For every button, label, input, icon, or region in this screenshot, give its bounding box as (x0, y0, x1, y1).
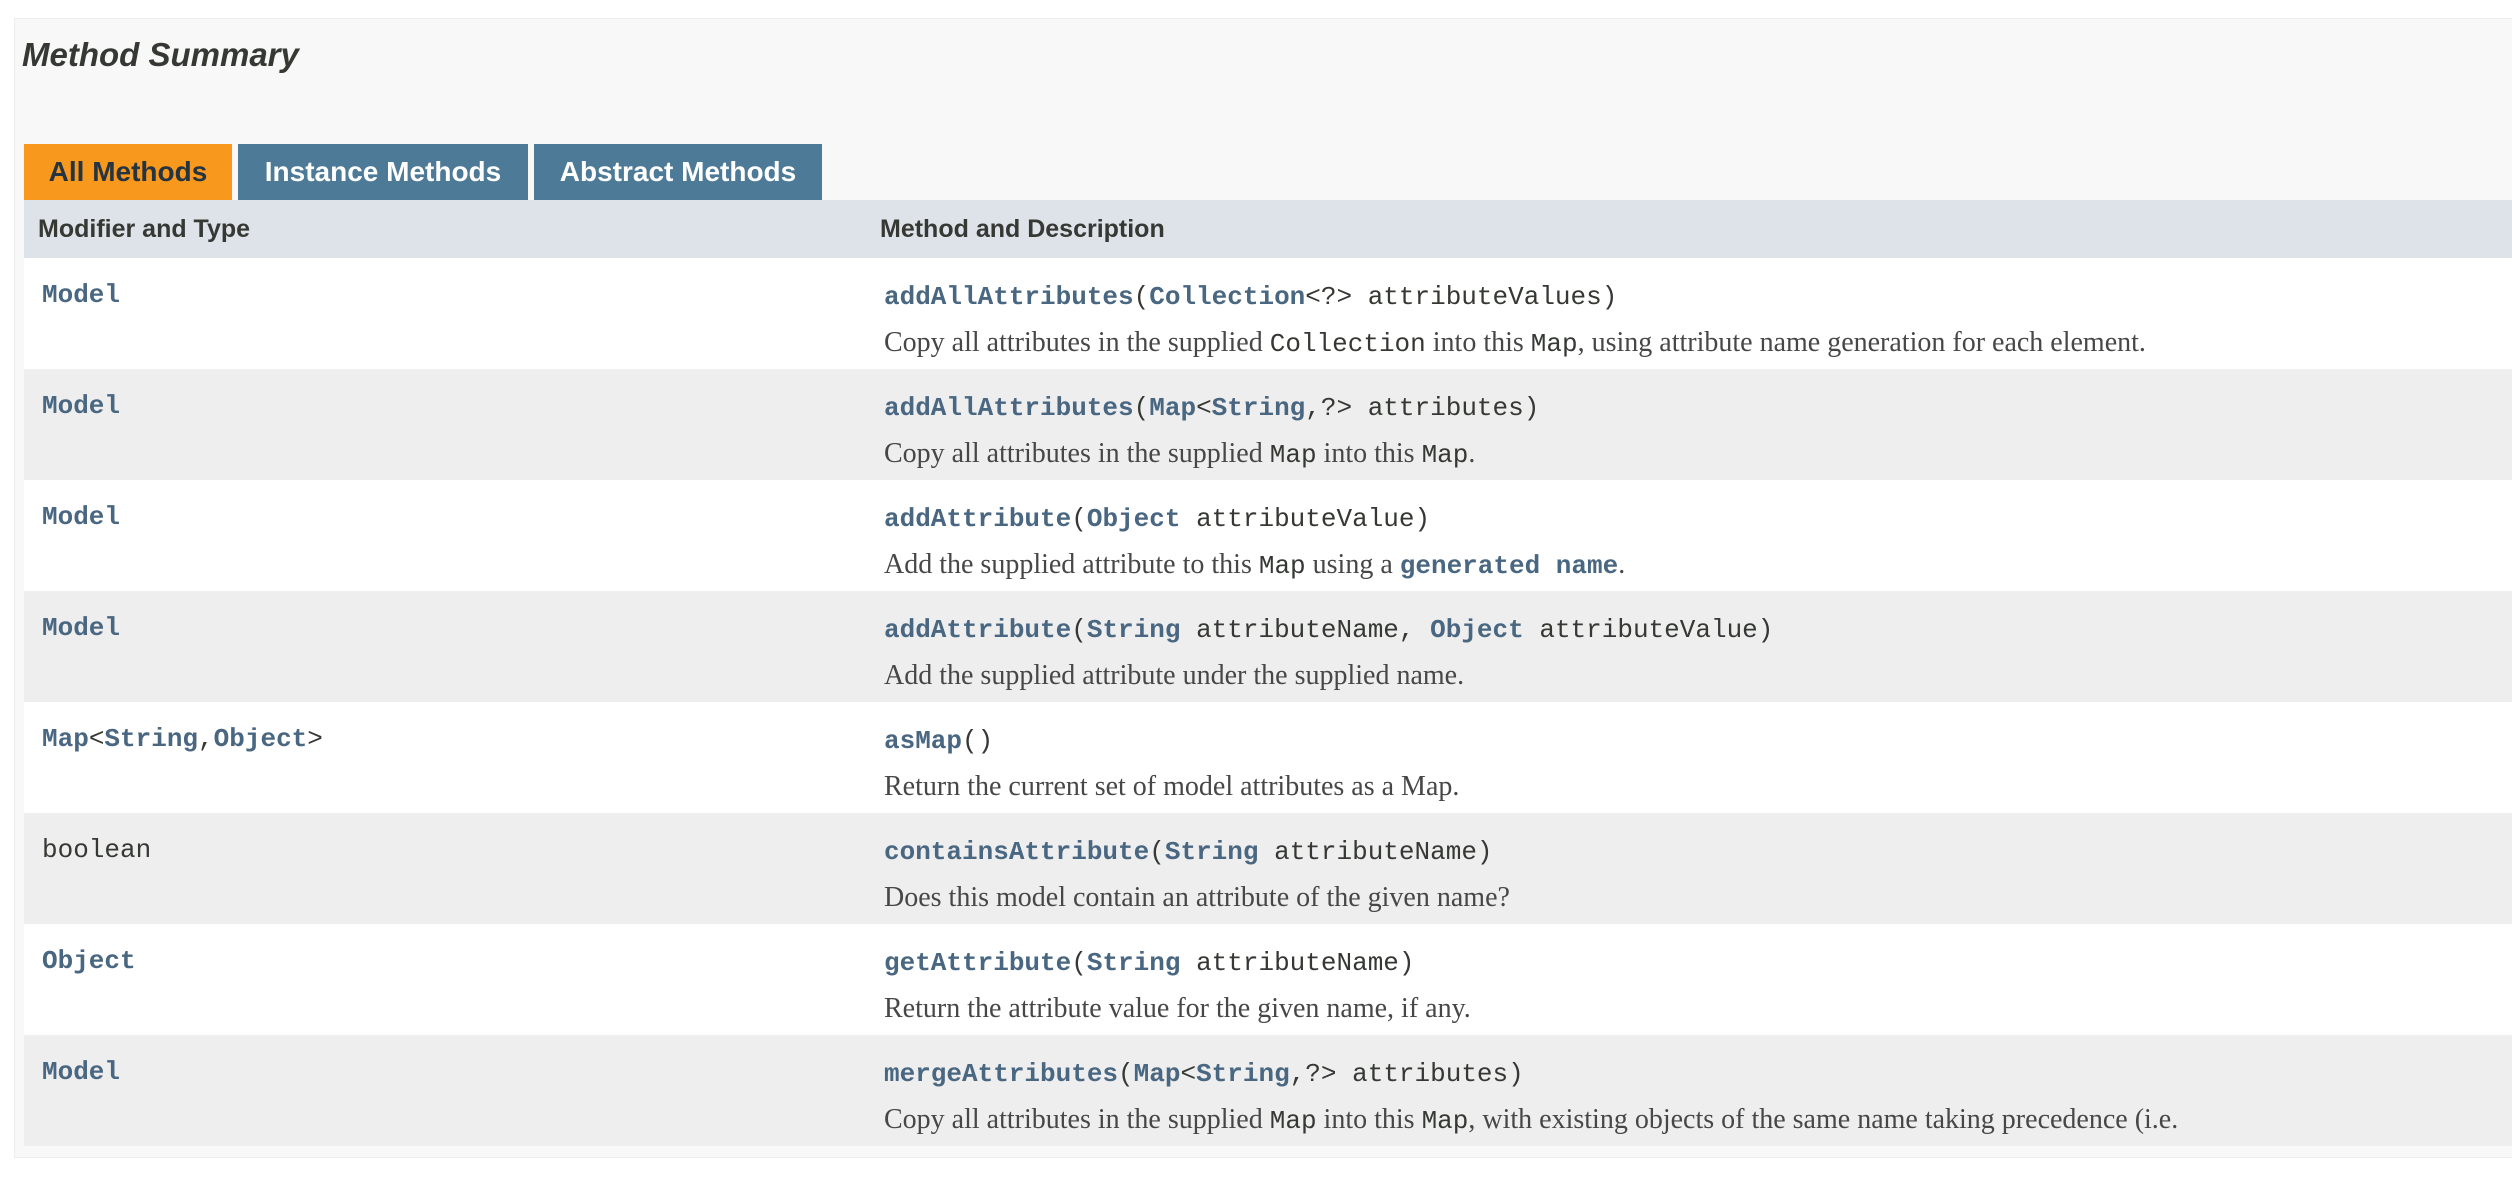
return-type-cell (24, 369, 874, 480)
tab-instance-methods[interactable]: Instance Methods (238, 144, 528, 200)
table-row (24, 702, 2512, 813)
param-type-link[interactable]: Object (1430, 615, 1524, 645)
signature-punctuation: ) (1757, 615, 1774, 645)
method-name-link[interactable]: addAttribute (884, 615, 1072, 645)
param-text: attributeValue (1523, 615, 1758, 645)
signature-punctuation: ( (1149, 837, 1165, 867)
method-name-link[interactable]: mergeAttributes (884, 1059, 1119, 1089)
return-type-link[interactable]: Model (42, 1057, 121, 1087)
description-text: into this (1425, 327, 1531, 358)
return-type-link[interactable]: Model (42, 280, 121, 310)
signature-punctuation: ) (1523, 393, 1540, 423)
return-type-cell (24, 591, 874, 702)
return-type-cell (24, 813, 874, 924)
type-punctuation: < (88, 724, 105, 754)
column-header-method-description: Method and Description (874, 200, 2512, 258)
param-type-link[interactable]: Map (1133, 1059, 1181, 1089)
method-description (884, 548, 2512, 583)
method-signature (884, 946, 2512, 980)
table-header-row (24, 200, 2512, 258)
description-text: using a (1305, 549, 1400, 580)
method-description (884, 326, 2512, 361)
method-signature (884, 391, 2512, 425)
return-type-cell (24, 1035, 874, 1146)
method-signature (884, 1057, 2512, 1091)
method-cell (874, 1035, 2512, 1146)
return-type-cell (24, 924, 874, 1035)
description-text: Return the current set of model attributes as a Map. (884, 771, 1460, 802)
method-description (884, 1103, 2512, 1138)
description-text: into this (1316, 1104, 1422, 1135)
table-row (24, 258, 2512, 369)
generic-type-link[interactable]: Object (213, 724, 308, 754)
return-type-cell (24, 258, 874, 369)
method-signature (884, 835, 2512, 869)
description-text: , with existing objects of the same name taking precedence (i.e. (1468, 1104, 2179, 1135)
param-text: attributeName (1258, 837, 1477, 867)
generic-type-link[interactable]: String (1211, 393, 1306, 423)
method-cell (874, 480, 2512, 591)
method-description (884, 770, 2512, 804)
method-filter-tabs (24, 144, 828, 200)
param-text: attributeName (1180, 948, 1399, 978)
param-type-link[interactable]: String (1086, 948, 1181, 978)
return-type-link[interactable]: Model (42, 613, 121, 643)
param-text: ,?> attributes (1305, 393, 1524, 423)
description-text: Return the attribute value for the given name, if any. (884, 993, 1471, 1024)
type-punctuation: , (198, 724, 214, 754)
table-row (24, 813, 2512, 924)
generic-type-link[interactable]: String (104, 724, 199, 754)
signature-punctuation: ) (1398, 948, 1415, 978)
table-row (24, 924, 2512, 1035)
param-text: <?> attributeValues (1305, 282, 1602, 312)
signature-punctuation: ( (1133, 282, 1150, 312)
description-text: Copy all attributes in the supplied (884, 1104, 1270, 1135)
method-description (884, 437, 2512, 472)
method-summary-table (24, 200, 2512, 1146)
description-text: Copy all attributes in the supplied (884, 327, 1270, 358)
param-text: attributeName, (1180, 615, 1431, 645)
method-cell (874, 591, 2512, 702)
generated-name-link[interactable]: generated name (1399, 551, 1619, 581)
return-type-link[interactable]: Model (42, 391, 121, 421)
method-cell (874, 258, 2512, 369)
signature-punctuation: ( (1133, 393, 1150, 423)
table-row (24, 1035, 2512, 1146)
type-punctuation: > (307, 724, 323, 754)
table-row (24, 591, 2512, 702)
param-type-link[interactable]: Collection (1149, 282, 1306, 312)
tab-abstract-methods[interactable]: Abstract Methods (534, 144, 822, 200)
method-cell (874, 702, 2512, 813)
description-code: Map (1258, 551, 1306, 581)
method-signature (884, 613, 2512, 647)
return-type-cell (24, 480, 874, 591)
method-signature (884, 280, 2512, 314)
description-code: Map (1421, 440, 1469, 470)
method-cell (874, 813, 2512, 924)
description-text: into this (1316, 438, 1422, 469)
signature-punctuation: ) (1476, 837, 1493, 867)
signature-punctuation: ( (1071, 504, 1087, 534)
method-cell (874, 924, 2512, 1035)
return-type-primitive: boolean (42, 835, 152, 865)
method-signature (884, 502, 2512, 536)
description-text: Add the supplied attribute to this (884, 549, 1259, 580)
param-type-link[interactable]: String (1164, 837, 1259, 867)
table-row (24, 480, 2512, 591)
tab-all-methods[interactable]: All Methods (24, 144, 232, 200)
table-row (24, 369, 2512, 480)
return-type-link[interactable]: Map (42, 724, 89, 754)
signature-punctuation: ( (1071, 615, 1087, 645)
return-type-cell (24, 702, 874, 813)
method-name-link[interactable]: addAttribute (884, 504, 1072, 534)
param-text: attributeValue (1180, 504, 1415, 534)
param-text: ,?> attributes (1289, 1059, 1509, 1089)
signature-punctuation: ) (1601, 282, 1618, 312)
param-type-link[interactable]: String (1086, 615, 1181, 645)
return-type-link[interactable]: Object (42, 946, 136, 976)
method-name-link[interactable]: addAllAttributes (884, 393, 1134, 423)
method-description (884, 881, 2512, 915)
param-type-link[interactable]: Map (1149, 393, 1197, 423)
description-code: Collection (1269, 329, 1426, 359)
generic-type-link[interactable]: String (1196, 1059, 1290, 1089)
signature-punctuation: ) (1508, 1059, 1524, 1089)
signature-punctuation: () (962, 726, 994, 756)
method-signature (884, 724, 2512, 758)
description-text: Add the supplied attribute under the supplied name. (884, 660, 1465, 691)
description-text: . (1468, 438, 1476, 469)
method-name-link[interactable]: containsAttribute (884, 837, 1150, 867)
signature-punctuation: ) (1414, 504, 1431, 534)
description-code: Map (1269, 440, 1317, 470)
method-name-link[interactable]: getAttribute (884, 948, 1072, 978)
signature-punctuation: < (1180, 1059, 1197, 1089)
signature-punctuation: ( (1071, 948, 1087, 978)
description-code: Map (1421, 1106, 1469, 1136)
description-code: Map (1530, 329, 1578, 359)
description-text: . (1618, 549, 1626, 580)
description-text: , using attribute name generation for each element. (1577, 327, 2146, 358)
param-type-link[interactable]: Object (1086, 504, 1181, 534)
signature-punctuation: ( (1118, 1059, 1134, 1089)
description-code: Map (1269, 1106, 1317, 1136)
method-name-link[interactable]: addAllAttributes (884, 282, 1134, 312)
description-text: Does this model contain an attribute of the given name? (884, 882, 1510, 913)
return-type-link[interactable]: Model (42, 502, 121, 532)
method-cell (874, 369, 2512, 480)
column-header-modifier-type: Modifier and Type (24, 200, 874, 258)
method-summary-title: Method Summary (22, 36, 299, 73)
method-description (884, 659, 2512, 693)
method-name-link[interactable]: asMap (884, 726, 963, 756)
signature-punctuation: < (1196, 393, 1212, 423)
method-description (884, 992, 2512, 1026)
description-text: Copy all attributes in the supplied (884, 438, 1270, 469)
